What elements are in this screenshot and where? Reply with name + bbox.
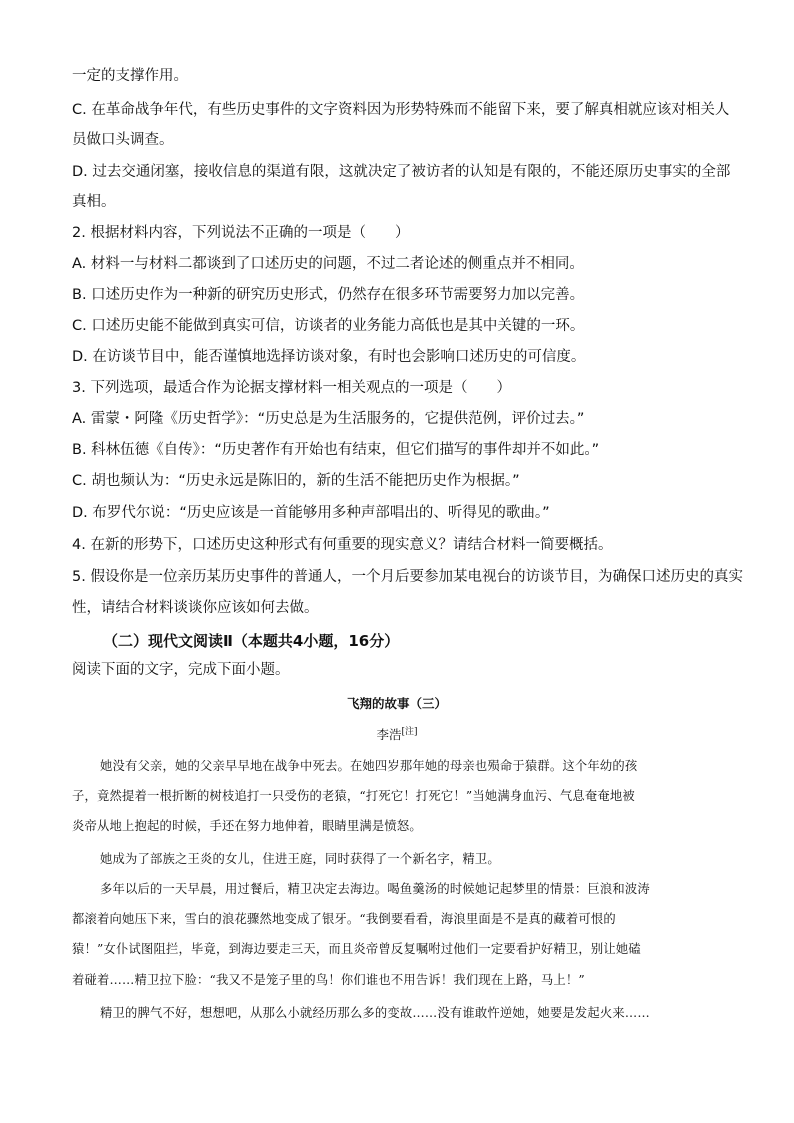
- question-5: 5. 假设你是一位亲历某历史事件的普通人，一个月后要参加某电视台的访谈节目，为确保口述历史的真实: [72, 569, 743, 585]
- text-line: 一定的支撑作用。: [72, 68, 188, 84]
- story-paragraph: 她成为了部族之王炎的女儿，住进王庭，同时获得了一个新名字，精卫。: [100, 852, 500, 866]
- story-author: [0, 724, 794, 743]
- story-line: 子，竟然提着一根折断的树枝追打一只受伤的老猿，“打死它！打死它！”当她满身血污、气息奄奄地被: [72, 789, 635, 803]
- reading-instruction: 阅读下面的文字，完成下面小题。: [72, 662, 290, 678]
- option-d: D. 在访谈节目中，能否谨慎地选择访谈对象，有时也会影响口述历史的可信度。: [72, 349, 586, 365]
- author-name: 李浩: [376, 727, 402, 743]
- question-4: 4. 在新的形势下，口述历史这种形式有何重要的现实意义？请结合材料一简要概括。: [72, 537, 613, 553]
- option-a: A. 材料一与材料二都谈到了口述历史的问题，不过二者论述的侧重点并不相同。: [72, 256, 584, 272]
- question-3: 3. 下列选项，最适合作为论据支撑材料一相关观点的一项是（ ）: [72, 380, 511, 396]
- text-line: 员做口头调查。: [72, 132, 174, 148]
- story-paragraph: 多年以后的一天早晨，用过餐后，精卫决定去海边。喝鱼羹汤的时候她记起梦里的情景：巨浪和波涛: [100, 882, 650, 896]
- story-line: 都滚着向她压下来，雪白的浪花骤然地变成了银牙。“我倒要看看，海浪里面是不是真的藏着可恨的: [72, 912, 616, 926]
- question-2: 2. 根据材料内容，下列说法不正确的一项是（ ）: [72, 225, 410, 241]
- option-d: D. 过去交通闭塞，接收信息的渠道有限，这就决定了被访者的认知是有限的，不能还原历史事实的全部: [72, 164, 731, 180]
- section-heading: （二）现代文阅读Ⅱ（本题共4小题，16分）: [103, 632, 400, 650]
- option-b: B. 科林伍德《自传》：“历史著作有开始也有结束，但它们描写的事件却并不如此。”: [72, 442, 600, 458]
- story-paragraph: 精卫的脾气不好，想想吧，从那么小就经历那么多的变故……没有谁敢忤逆她，她要是发起火来……: [100, 1006, 650, 1020]
- story-title: 飞翔的故事（三）: [346, 696, 447, 711]
- story-line: 炎帝从地上抱起的时候，手还在努力地伸着，眼睛里满是愤怒。: [72, 819, 422, 833]
- option-b: B. 口述历史作为一种新的研究历史形式，仍然存在很多环节需要努力加以完善。: [72, 287, 585, 303]
- story-paragraph: 她没有父亲，她的父亲早早地在战争中死去。在她四岁那年她的母亲也殒命于猿群。这个年幼的孩: [100, 759, 638, 773]
- story-line: 猿！”女仆试图阻拦，毕竟，到海边要走三天，而且炎帝曾反复嘱咐过他们一定要看护好精卫，别让她磕: [72, 942, 641, 956]
- text-line: 性，请结合材料谈谈你应该如何去做。: [72, 600, 319, 616]
- option-c: C. 胡也频认为：“历史永远是陈旧的，新的生活不能把历史作为根据。”: [72, 473, 520, 489]
- option-c: C. 在革命战争年代，有些历史事件的文字资料因为形势特殊而不能留下来，要了解真相就应该对相关人: [72, 102, 730, 118]
- author-note: [注]: [401, 727, 418, 737]
- text-line: 真相。: [72, 194, 116, 210]
- story-line: 着碰着……精卫拉下脸：“我又不是笼子里的鸟！你们谁也不用告诉！我们现在上路，马上！”: [72, 973, 585, 987]
- option-d: D. 布罗代尔说：“历史应该是一首能够用多种声部唱出的、听得见的歌曲。”: [72, 505, 550, 521]
- option-a: A. 雷蒙・阿隆《历史哲学》：“历史总是为生活服务的，它提供范例，评价过去。”: [72, 411, 585, 427]
- option-c: C. 口述历史能不能做到真实可信，访谈者的业务能力高低也是其中关键的一环。: [72, 318, 585, 334]
